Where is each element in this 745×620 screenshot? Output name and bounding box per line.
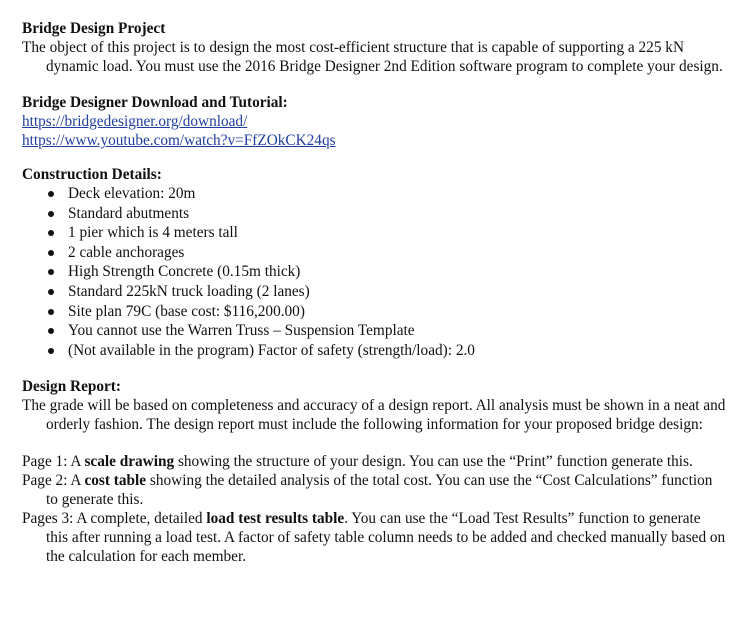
list-item: You cannot use the Warren Truss – Suspension Template (44, 321, 745, 341)
project-section (22, 19, 745, 76)
list-item: High Strength Concrete (0.15m thick) (44, 262, 745, 282)
list-item: Standard abutments (44, 204, 745, 224)
construction-list (22, 184, 745, 360)
report-section (22, 377, 745, 566)
list-item: 2 cable anchorages (44, 243, 745, 263)
report-page-2 (22, 471, 726, 509)
report-heading: Design Report: (22, 378, 121, 396)
download-section (22, 93, 745, 150)
page-2-prefix: Page 2: A (22, 472, 85, 490)
report-page-1 (22, 452, 726, 471)
page-1-suffix: showing the structure of your design. You can use the “Print” function generate this. (174, 453, 693, 471)
list-item: 1 pier which is 4 meters tall (44, 223, 745, 243)
page-3-prefix: Pages 3: A complete, detailed (22, 510, 207, 528)
spacer (22, 76, 745, 93)
tutorial-video-link[interactable]: https://www.youtube.com/watch?v=FfZOkCK24qs (22, 132, 336, 149)
spacer (22, 434, 745, 452)
page-3-emphasis: load test results table (206, 510, 345, 528)
page-1-prefix: Page 1: A (22, 453, 85, 471)
report-page-3 (22, 509, 726, 566)
page-2-emphasis: cost table (84, 472, 147, 490)
list-item: (Not available in the program) Factor of safety (strength/load): 2.0 (44, 341, 745, 361)
spacer (22, 150, 745, 165)
list-item: Deck elevation: 20m (44, 184, 745, 204)
project-description: The object of this project is to design the most cost-efficient structure that is capable of supporting a 225 kN dynamic load. You must use the 2016 Bridge Designer 2nd Edition software program to complete your design. (22, 39, 723, 75)
page-1-emphasis: scale drawing (84, 453, 175, 471)
download-link[interactable]: https://bridgedesigner.org/download/ (22, 113, 248, 130)
construction-heading: Construction Details: (22, 166, 162, 183)
list-item: Standard 225kN truck loading (2 lanes) (44, 282, 745, 302)
list-item: Site plan 79C (base cost: $116,200.00) (44, 302, 745, 322)
project-heading: Bridge Design Project (22, 20, 166, 37)
report-description: The grade will be based on completeness and accuracy of a design report. All analysis must be shown in a neat and orderly fashion. The design report must include the following information for your proposed bridge design: (22, 397, 726, 434)
page-2-suffix: showing the detailed analysis of the total cost. You can use the “Cost Calculations” function to generate this. (46, 472, 713, 509)
construction-section (22, 165, 745, 360)
download-heading: Bridge Designer Download and Tutorial: (22, 94, 288, 111)
page-3-suffix: . You can use the “Load Test Results” function to generate this after running a load test. A factor of safety table column needs to be added and checked manually based on the calculation for each member. (46, 510, 726, 566)
spacer (22, 360, 745, 377)
